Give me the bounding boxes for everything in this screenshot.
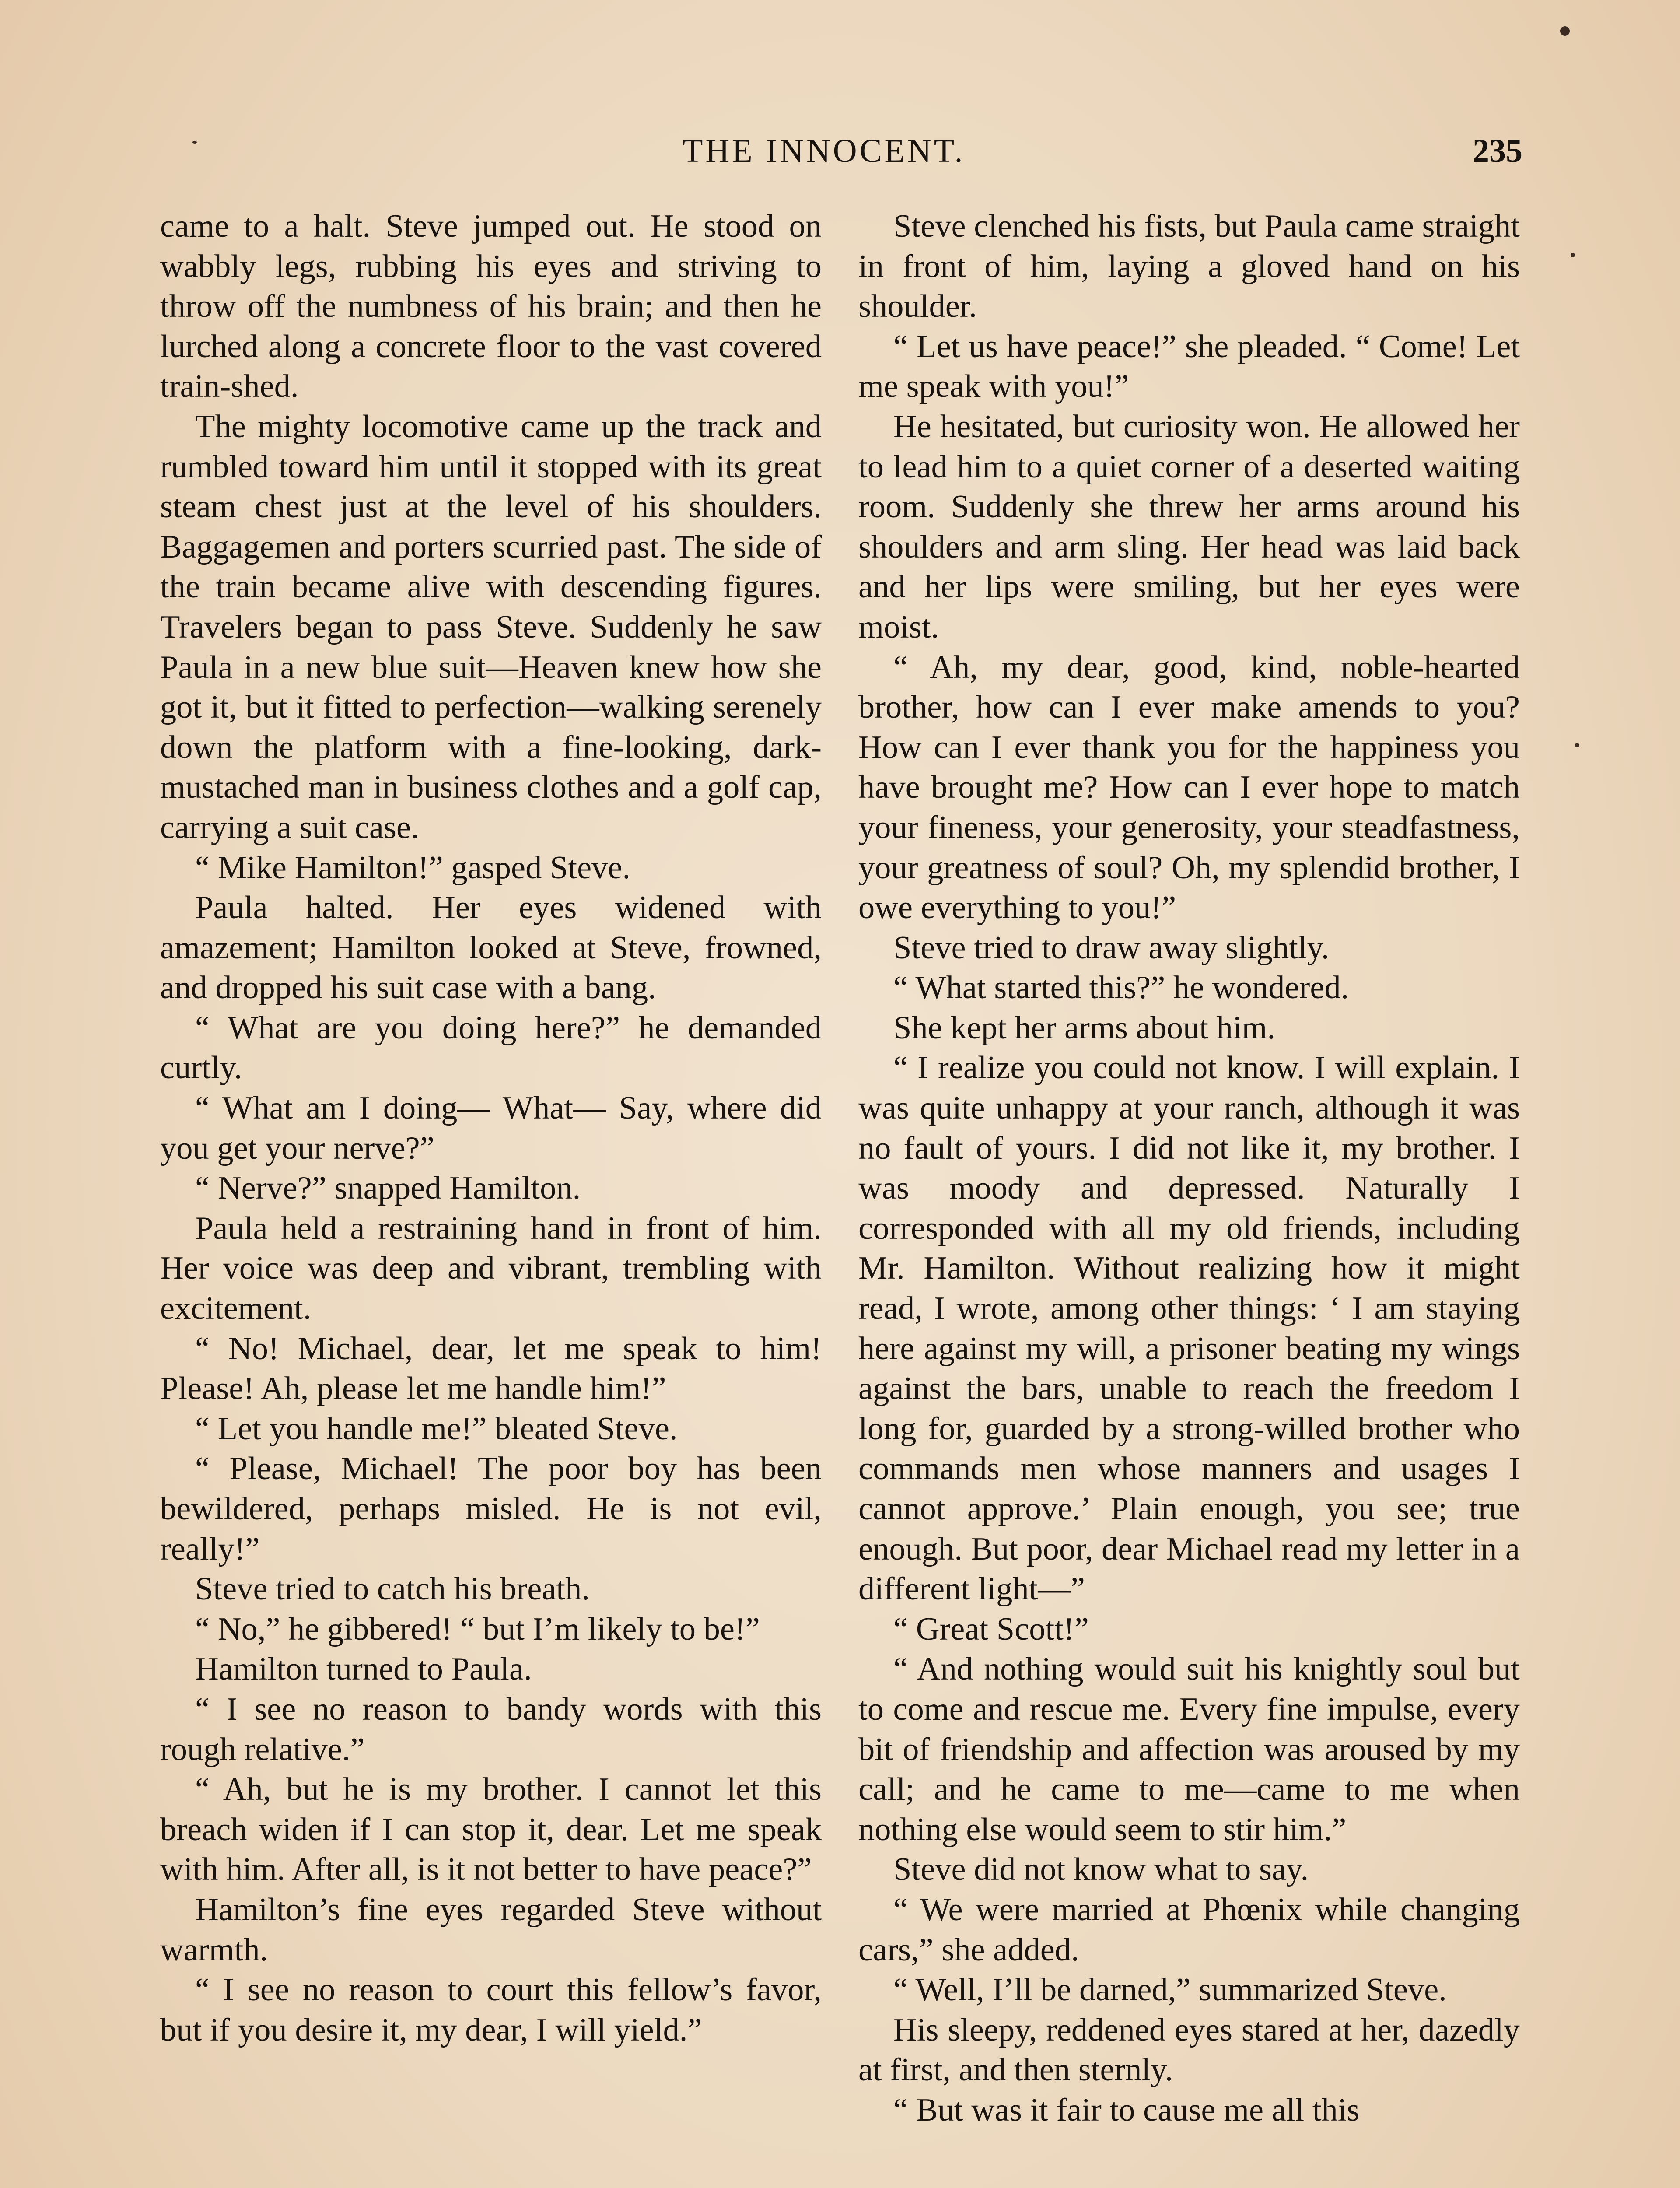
paragraph: Steve clenched his fists, but Paula came straight in front of him, laying a gloved hand on his shoulder. [858,208,1520,325]
paragraph: “ I realize you could not know. I will explain. I was quite unhappy at your ranch, although it was no fault of yours. I did not like it, my brother. I was moody and depressed. Naturally I corresponded with all my old friends, including Mr. Hamilton. Without realizing how it might read, I wrote, among other things: ‘ I am staying here against my will, a prisoner beating my wings against the bars, unable to reach the freedom I long for, guarded by a strong-willed brother who commands men whose manners and usages I cannot approve.’ Plain enough, you see; true enough. But poor, dear Michael read my letter in a different light—” [858,1050,1520,1607]
paragraph: Hamilton turned to Paula. [195,1651,532,1687]
paragraph: Steve did not know what to say. [893,1851,1309,1888]
paragraph: Paula held a restraining hand in front of him. Her voice was deep and vibrant, trembling with excitement. [160,1210,822,1327]
left-text-column [160,207,822,2050]
paragraph: Hamilton’s fine eyes regarded Steve without warmth. [160,1891,822,1968]
paragraph: “ Well, I’ll be darned,” summarized Steve. [893,1972,1447,2008]
paragraph: Steve tried to catch his breath. [195,1571,590,1607]
paragraph: came to a halt. Steve jumped out. He stood on wabbly legs, rubbing his eyes and striving to throw off the numbness of his brain; and then he lurched along a concrete floor to the vast covered train-shed. [160,208,822,405]
paragraph: “ Ah, my dear, good, kind, noble-hearted brother, how can I ever make amends to you? How can I ever thank you for the happiness you have brought me? How can I ever hope to match your fineness, your generosity, your steadfastness, your greatness of soul? Oh, my splendid brother, I owe everything to you!” [858,649,1520,926]
paragraph: “ I see no reason to court this fellow’s favor, but if you desire it, my dear, I will yield.” [160,1972,822,2048]
paragraph: Paula halted. Her eyes widened with amazement; Hamilton looked at Steve, frowned, and dropped his suit case with a bang. [160,890,822,1006]
paragraph: “ But was it fair to cause me all this [893,2092,1360,2128]
paragraph: The mighty locomotive came up the track and rumbled toward him until it stopped with its great steam chest just at the level of his shoulders. Baggagemen and porters scurried past. The side of the train became alive with descending figures. Travelers began to pass Steve. Suddenly he saw Paula in a new blue suit—Heaven knew how she got it, but it fitted to perfection—walking serenely down the platform with a fine-looking, dark-mustached man in business clothes and a golf cap, carrying a suit case. [160,408,822,845]
running-head [0,131,1680,171]
ink-speck [1560,26,1570,36]
paragraph: “ Please, Michael! The poor boy has been bewildered, perhaps misled. He is not evil, really!” [160,1451,822,1567]
paragraph: “ Let us have peace!” she pleaded. “ Come! Let me speak with you!” [858,328,1520,405]
paragraph: “ Great Scott!” [893,1611,1089,1647]
paragraph: His sleepy, reddened eyes stared at her, dazedly at first, and then sternly. [858,2012,1520,2088]
paragraph: She kept her arms about him. [893,1010,1276,1046]
paragraph: “ What are you doing here?” he demanded curtly. [160,1010,822,1086]
paragraph: “ I see no reason to bandy words with this rough relative.” [160,1691,822,1767]
running-title: THE INNOCENT. [682,133,966,169]
page-number: 235 [1473,133,1522,169]
ink-speck [1575,743,1579,747]
paragraph: “ Ah, but he is my brother. I cannot let this breach widen if I can stop it, dear. Let me speak with him. After all, is it not better to have peace?” [160,1771,822,1888]
paragraph: He hesitated, but curiosity won. He allowed her to lead him to a quiet corner of a deserted waiting room. Suddenly she threw her arms around his shoulders and arm sling. Her head was laid back and her lips were smiling, but her eyes were moist. [858,408,1520,645]
paragraph: “ Nerve?” snapped Hamilton. [195,1170,581,1206]
paragraph: Steve tried to draw away slightly. [893,929,1330,966]
paragraph: “ What am I doing— What— Say, where did you get your nerve?” [160,1090,822,1166]
paragraph: “ We were married at Phœnix while changing cars,” she added. [858,1891,1520,1968]
ink-speck [192,141,197,144]
paragraph: “ Mike Hamilton!” gasped Steve. [195,849,631,886]
paragraph: “ No! Michael, dear, let me speak to him! Please! Ah, please let me handle him!” [160,1330,822,1407]
paragraph: “ Let you handle me!” bleated Steve. [195,1410,678,1447]
paragraph: “ What started this?” he wondered. [893,970,1349,1006]
paragraph: “ No,” he gibbered! “ but I’m likely to be!” [195,1611,760,1647]
ink-speck [1571,253,1575,257]
paragraph: “ And nothing would suit his knightly soul but to come and rescue me. Every fine impulse, every bit of friendship and affection was aroused by my call; and he came to me—came to me when nothing else would seem to stir him.” [858,1651,1520,1848]
right-text-column [858,207,1520,2131]
